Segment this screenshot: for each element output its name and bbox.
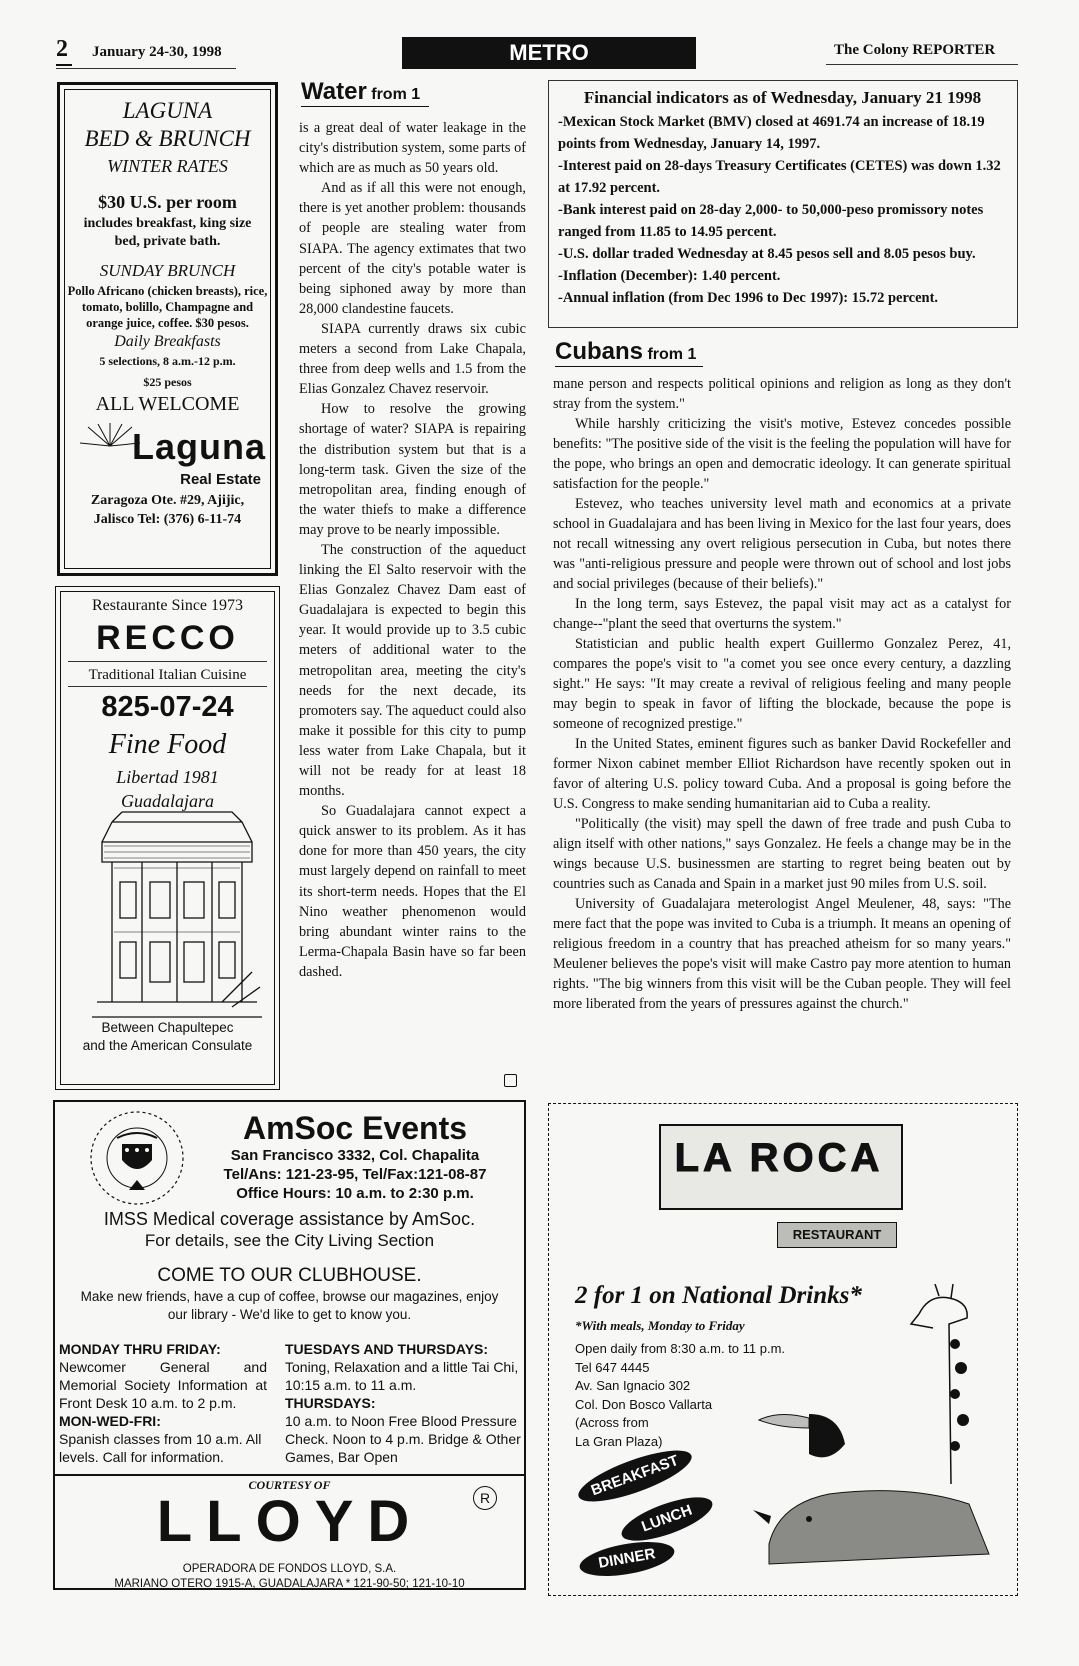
recco-since: Restaurante Since 1973	[91, 597, 244, 614]
cubans-kicker-rule	[555, 366, 703, 367]
water-kicker	[301, 78, 420, 106]
laguna-logo-sub: Real Estate	[180, 471, 261, 488]
dinner-badge	[577, 1536, 677, 1582]
page-number: 2	[56, 36, 68, 62]
cubans-kicker-from: from 1	[647, 346, 697, 363]
laroca-address-1: Av. San Ignacio 302	[575, 1378, 691, 1393]
issue-date: January 24-30, 1998	[92, 44, 222, 60]
registered-mark-icon	[473, 1486, 497, 1510]
laroca-address-3: (Across from	[575, 1415, 649, 1430]
cubans-paragraph: In the long term, says Estevez, the papal visit may act as a catalyst for change--"plant the seed that overturns the system."	[553, 596, 1011, 632]
amsoc-thu-title: THURSDAYS:	[285, 1395, 376, 1411]
laroca-hours: Open daily from 8:30 a.m. to 11 p.m.	[575, 1341, 786, 1356]
financial-item: -Annual inflation (from Dec 1996 to Dec 1997): 15.72 percent.	[558, 290, 939, 306]
date-rule	[56, 68, 236, 69]
cubans-paragraph: mane person and respects political opinions and religion as long as they don't stray from the system."	[553, 376, 1011, 412]
recco-phone: 825-07-24	[101, 691, 234, 723]
laguna-brunch-text: Pollo Africano (chicken breasts), rice, tomato, bolillo, Champagne and orange juice, coffee. $30 pesos.	[67, 284, 268, 330]
water-kicker-rule	[301, 106, 429, 107]
financial-item: -U.S. dollar traded Wednesday at 8.45 pesos sell and 8.05 pesos buy.	[558, 246, 976, 262]
lloyd-company: OPERADORA DE FONDOS LLOYD, S.A.	[182, 1563, 397, 1575]
laguna-phone: Jalisco Tel: (376) 6-11-74	[93, 512, 242, 527]
water-paragraph: SIAPA currently draws six cubic meters a second from Lake Chapala, three from deep wells and 1.5 from the Elias Gonzalez Chavez reservoir.	[299, 320, 526, 398]
section-title: METRO	[509, 40, 589, 65]
end-mark-icon	[504, 1074, 517, 1087]
laroca-tel: Tel 647 4445	[575, 1359, 650, 1375]
cubans-paragraph: While harshly criticizing the visit's motive, Estevez concedes possible benefits: "The positive side of the visit is the feeling the population will have for the pope, who brings an open and democratic ideology. It can generate spiritual satisfaction for the people."	[553, 416, 1011, 492]
cubans-paragraph: In the United States, eminent figures such as banker David Rockefeller and former Nixon cabinet member Elliot Richardson have recently spoken out in favor of altering U.S. policy toward Cuba. And a proposal is going before the U.S. Congress to make sending humanitarian aid to Cuba a reality.	[553, 736, 1011, 812]
water-kicker-title: Water	[301, 78, 367, 105]
laguna-logo: Laguna	[131, 426, 266, 467]
section-bar	[402, 37, 696, 69]
water-paragraph: How to resolve the growing shortage of water? SIAPA is repairing the distribution system but that is a long-term task. Given the size of the metropolitan area, finding enough of the water thiefs to make a difference may prove to be nearly impossible.	[299, 401, 526, 538]
amsoc-mon-fri-title: MONDAY THRU FRIDAY:	[59, 1341, 221, 1357]
laguna-breakfast-title: Daily Breakfasts	[114, 333, 221, 350]
paper-name-rule	[826, 64, 1018, 65]
laguna-welcome: ALL WELCOME	[95, 393, 240, 415]
financial-item: -Interest paid on 28-days Treasury Certificates (CETES) was down 1.32 at 17.92 percent.	[558, 158, 1001, 196]
dinner-label: DINNER	[597, 1545, 657, 1572]
cubans-kicker	[555, 338, 696, 366]
lunch-label: LUNCH	[639, 1501, 695, 1536]
laroca-offer: 2 for 1 on National Drinks*	[575, 1282, 862, 1309]
water-paragraph: The construction of the aqueduct linking the El Salto reservoir with the Elias Gonzalez Chavez Dam east of Guadalajara is expected to begin this year. It would provide up to 3.5 cubic meters of additional water to the metropolitan area, meeting the city's needs for the next decade, its promoters say. The aqueduct could also make it possible for this city to pump less water from Lake Chapala, but it will not be ready for at least 18 months.	[299, 541, 526, 800]
page-number-underline	[56, 64, 72, 66]
water-paragraph: is a great deal of water leakage in the city's distribution system, some parts of which are as much as 50 years old.	[299, 120, 526, 177]
recco-location-2: and the American Consulate	[82, 1038, 253, 1053]
recco-logo: RECCO	[96, 619, 239, 657]
financial-item: -Bank interest paid on 28-day 2,000- to 50,000-peso promissory notes ranged from 11.85 to 14.95 percent.	[558, 202, 984, 240]
recco-slogan: Fine Food	[108, 729, 227, 760]
financial-item: -Inflation (December): 1.40 percent.	[558, 268, 781, 284]
amsoc-hours: Office Hours: 10 a.m. to 2:30 p.m.	[236, 1185, 474, 1202]
recco-ad	[55, 586, 280, 1090]
paper-name: The Colony REPORTER	[834, 42, 996, 58]
laroca-restaurant: RESTAURANT	[777, 1222, 897, 1248]
laroca-ad	[548, 1103, 1018, 1596]
cubans-paragraph: Estevez, who teaches university level math and economics at a private school in Guadalajara and has been living in Mexico for the last four years, does not recall witnessing any overt religious persecution in Cuba, but notes there was "anti-religious pressure and people were thrown out of school and lost jobs and social privileges (because of their beliefs)."	[553, 496, 1011, 592]
water-paragraph: And as if all this were not enough, there is yet another problem: thousands of people are stealing water from SIAPA. The agency extimates that two percent of the city's potable water is being siphoned away by more than 28,000 clandestine faucets.	[299, 180, 526, 317]
cubans-article-body	[553, 374, 1011, 1014]
toucan-icon	[749, 1394, 869, 1474]
cubans-paragraph: "Politically (the visit) may spell the dawn of free trade and push Cuba to align itself with other nations," says Gonzalez. He feels a change may be in the wings because U.S. businessmen are starting to regret being beaten out by countries such as Canada and Spain in a market just 90 miles from U.S. soil.	[553, 816, 1011, 892]
amsoc-mon-fri-text: Newcomer General and Memorial Society Information at Front Desk 10 a.m. to 2 p.m.	[59, 1359, 267, 1411]
laguna-title: LAGUNA	[122, 98, 213, 123]
lloyd-courtesy: COURTESY OF	[248, 1478, 331, 1492]
financial-item: -Mexican Stock Market (BMV) closed at 4691.74 an increase of 18.19 points from Wednesday, January 14, 1997.	[558, 114, 985, 152]
page-header	[0, 0, 1079, 80]
laguna-title-2: BED & BRUNCH	[84, 126, 251, 151]
amsoc-imss: IMSS Medical coverage assistance by AmSoc.	[103, 1209, 476, 1229]
laroca-address-4: La Gran Plaza)	[575, 1433, 663, 1449]
rhino-icon	[749, 1464, 999, 1574]
amsoc-mwf-title: MON-WED-FRI:	[59, 1413, 161, 1429]
laroca-offer-note: *With meals, Monday to Friday	[575, 1318, 745, 1333]
laguna-subtitle: WINTER RATES	[107, 156, 228, 176]
amsoc-ad	[53, 1100, 526, 1590]
laguna-address: Zaragoza Ote. #29, Ajijic,	[90, 493, 245, 508]
laguna-ad	[57, 82, 278, 576]
cubans-kicker-title: Cubans	[555, 338, 644, 365]
amsoc-title: AmSoc Events	[242, 1110, 468, 1146]
laguna-includes: includes breakfast, king size bed, private bath.	[83, 216, 252, 249]
laroca-logo: LA ROCA	[674, 1136, 884, 1180]
breakfast-label: BREAKFAST	[588, 1451, 681, 1500]
lunch-badge	[617, 1488, 717, 1549]
amsoc-clubhouse: COME TO OUR CLUBHOUSE.	[157, 1265, 422, 1286]
amsoc-phones: Tel/Ans: 121-23-95, Tel/Fax:121-08-87	[223, 1166, 487, 1183]
amsoc-tue-thu-title: TUESDAYS AND THURSDAYS:	[285, 1341, 489, 1357]
building-illustration	[92, 802, 262, 1027]
amsoc-clubhouse-text: Make new friends, have a cup of coffee, browse our magazines, enjoy our library - We'd like to get to know you.	[80, 1289, 499, 1322]
laguna-breakfast-text: 5 selections, 8 a.m.-12 p.m.	[99, 354, 236, 368]
amsoc-details: For details, see the City Living Section	[144, 1231, 435, 1250]
laguna-price: $30 U.S. per room	[98, 192, 237, 212]
water-kicker-from: from 1	[371, 86, 421, 103]
cubans-paragraph: Statistician and public health expert Guillermo Gonzalez Perez, 41, compares the pope's visit to "a comet you see once every century, a dazzling sight." He says: "It may create a revival of religious feeling and many people may begin to speak in favor of lifting the blockade, because the pope is someone of recognized prestige."	[553, 636, 1011, 732]
cubans-paragraph: University of Guadalajara meterologist Angel Meulener, 48, says: "The mere fact that the pope was invited to Cuba is a triumph. It means an opening of religious freedom in a country that has preached atheism for so many years." Meulener believes the pope's visit will make Castro pay more atention to human rights. "The big winners from this visit will be the Cuban people. They will feel more liberated from the years of pressures against the church."	[553, 896, 1011, 1012]
lloyd-divider	[55, 1474, 524, 1476]
financial-title: Financial indicators as of Wednesday, January 21 1998	[583, 88, 982, 107]
amsoc-tue-thu-text: Toning, Relaxation and a little Tai Chi, 10:15 a.m. to 11 a.m.	[285, 1359, 519, 1393]
recco-address-1: Libertad 1981	[116, 767, 219, 787]
registered-mark: R	[479, 1490, 491, 1506]
recco-location-1: Between Chapultepec	[101, 1020, 234, 1035]
financial-box	[548, 80, 1018, 328]
water-paragraph: So Guadalajara cannot expect a quick answer to its problem. As it has done for more than 450 years, the city must largely depend on rainfall to meet its short-term needs. Hopes that the El Nino weather phenomenon would bring abundant winter rains to the Lerma-Chapala Basin have so far been dashed.	[299, 803, 526, 980]
recco-cuisine: Traditional Italian Cuisine	[88, 667, 247, 683]
amsoc-address: San Francisco 3332, Col. Chapalita	[230, 1147, 480, 1164]
lloyd-address: MARIANO OTERO 1915-A, GUADALAJARA * 121-90-50; 121-10-10	[114, 1578, 465, 1590]
water-article-body	[299, 118, 526, 982]
laguna-breakfast-price: $25 pesos	[143, 375, 192, 389]
amsoc-seal-icon	[77, 1108, 197, 1208]
lloyd-logo: LLOYD	[156, 1489, 424, 1554]
recco-address-2: Guadalajara	[120, 791, 214, 811]
amsoc-mwf-text: Spanish classes from 10 a.m. All levels. Call for information.	[59, 1431, 262, 1465]
laroca-address-2: Col. Don Bosco Vallarta	[575, 1396, 713, 1412]
laguna-brunch-title: SUNDAY BRUNCH	[99, 261, 236, 280]
amsoc-thu-text: 10 a.m. to Noon Free Blood Pressure Check. Noon to 4 p.m. Bridge & Other Games, Bar Open	[285, 1413, 521, 1465]
